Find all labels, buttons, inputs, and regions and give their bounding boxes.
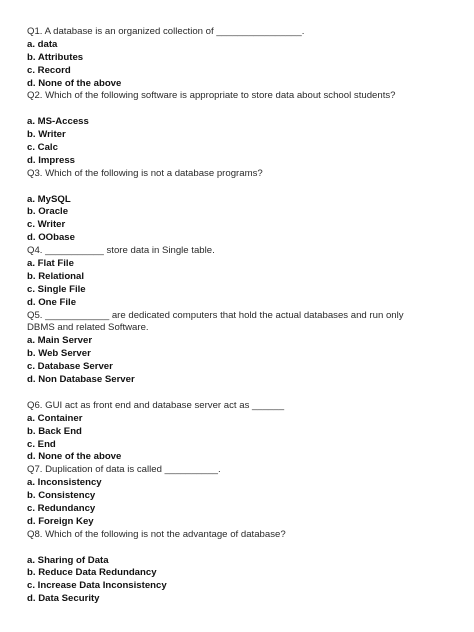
q2-option-d: d. Impress: [27, 154, 75, 166]
q1-option-b: b. Attributes: [27, 51, 84, 63]
question-5-line-1: Q5. ____________ are dedicated computers that hold the actual databases and run only: [27, 309, 404, 321]
q4-option-a: a. Flat File: [27, 258, 74, 270]
q3-option-a: a. MySQL: [27, 193, 71, 205]
q5-option-d: d. Non Database Server: [27, 374, 135, 386]
q2-option-a: a. MS-Access: [27, 116, 89, 128]
q5-option-a: a. Main Server: [27, 335, 93, 347]
q4-option-c: c. Single File: [27, 283, 86, 295]
question-1: Q1. A database is an organized collection of ________________.: [27, 26, 305, 37]
q5-option-b: b. Web Server: [27, 348, 91, 360]
q3-option-b: b. Oracle: [27, 206, 69, 218]
question-6: Q6. GUI act as front end and database server act as ______: [27, 399, 285, 411]
question-4: Q4. ___________ store data in Single table.: [27, 245, 215, 257]
q1-option-d: d. None of the above: [27, 77, 122, 89]
q3-option-d: d. OObase: [27, 232, 75, 244]
q2-option-c: c. Calc: [27, 142, 58, 154]
question-7: Q7. Duplication of data is called __________.: [27, 464, 221, 476]
q8-option-b: b. Reduce Data Redundancy: [27, 567, 157, 579]
q5-option-c: c. Database Server: [27, 361, 113, 373]
q4-option-d: d. One File: [27, 296, 77, 308]
q8-option-d: d. Data Security: [27, 593, 100, 605]
q6-option-a: a. Container: [27, 412, 83, 424]
q7-option-a: a. Inconsistency: [27, 477, 102, 489]
question-2: Q2. Which of the following software is appropriate to store data about school students?: [27, 90, 396, 102]
q1-option-c: c. Record: [27, 64, 71, 76]
q8-option-a: a. Sharing of Data: [27, 554, 109, 566]
q1-option-a: a. data: [27, 38, 58, 50]
spacer: [27, 387, 457, 400]
q7-option-d: d. Foreign Key: [27, 515, 94, 527]
quiz-document: [27, 26, 457, 606]
q6-option-b: b. Back End: [27, 425, 82, 437]
q8-option-c: c. Increase Data Inconsistency: [27, 580, 167, 592]
question-3: Q3. Which of the following is not a database programs?: [27, 167, 263, 179]
question-8: Q8. Which of the following is not the advantage of database?: [27, 528, 286, 540]
spacer: [27, 103, 457, 116]
spacer: [27, 181, 457, 194]
q2-option-b: b. Writer: [27, 129, 66, 141]
question-5-line-2: DBMS and related Software.: [27, 322, 149, 334]
q4-option-b: b. Relational: [27, 270, 85, 282]
q7-option-c: c. Redundancy: [27, 502, 96, 514]
q6-option-c: c. End: [27, 438, 56, 450]
spacer: [27, 542, 457, 555]
q6-option-d: d. None of the above: [27, 451, 122, 463]
q3-option-c: c. Writer: [27, 219, 66, 231]
q7-option-b: b. Consistency: [27, 490, 96, 502]
